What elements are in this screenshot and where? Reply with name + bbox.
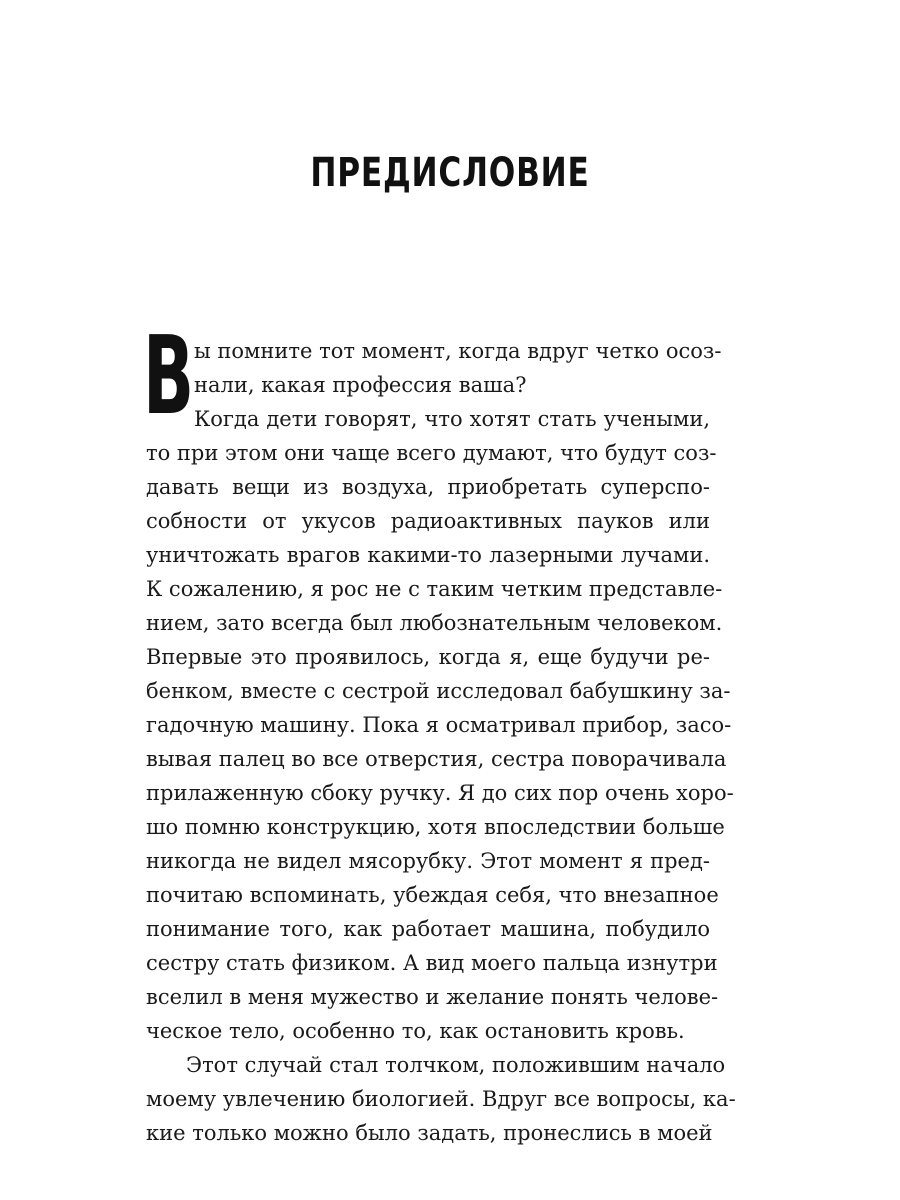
text-line: прилаженную сбоку ручку. Я до сих пор очень хоро-: [146, 781, 734, 805]
text-line: ческое тело, особенно то, как остановить кровь.: [146, 1019, 685, 1043]
text-line: уничтожать врагов какими-то лазерными лучами.: [146, 543, 710, 567]
text-line: бенком, вместе с сестрой исследовал бабушкину за-: [146, 679, 731, 703]
text-line: вселил в меня мужество и желание понять челове-: [146, 985, 719, 1009]
text-line: почитаю вспоминать, убеждая себя, что внезапное: [146, 883, 719, 907]
text-line: кие только можно было задать, пронеслись в моей: [146, 1121, 713, 1145]
text-line: Когда дети говорят, что хотят стать учеными,: [194, 407, 710, 431]
text-line: Этот случай стал толчком, положившим начало: [186, 1053, 726, 1077]
text-line: нием, зато всегда был любознательным человеком.: [146, 611, 723, 635]
text-line: понимание того, как работает машина, побудило: [146, 917, 710, 941]
chapter-title: ПРЕДИСЛОВИЕ: [310, 150, 590, 196]
text-line: Впервые это проявилось, когда я, еще будучи ре-: [146, 645, 710, 669]
text-line: шо помню конструкцию, хотя впоследствии больше: [146, 815, 725, 839]
text-line: К сожалению, я рос не с таким четким представле-: [146, 577, 723, 601]
text-line: вывая палец во все отверстия, сестра поворачивала: [146, 747, 727, 771]
text-line: собности от укусов радиоактивных пауков или: [146, 509, 710, 533]
text-line: нали, какая профессия ваша?: [194, 373, 527, 397]
text-line: моему увлечению биологией. Вдруг все вопросы, ка-: [146, 1087, 736, 1111]
text-line: никогда не видел мясорубку. Этот момент я пред-: [146, 849, 710, 873]
text-line: гадочную машину. Пока я осматривал прибор, засо-: [146, 713, 732, 737]
text-line: то при этом они чаще всего думают, что будут соз-: [146, 441, 717, 465]
text-line: давать вещи из воздуха, приобретать суперспо-: [146, 475, 710, 499]
drop-cap: В: [143, 314, 195, 439]
text-line: ы помните тот момент, когда вдруг четко осоз-: [194, 339, 722, 363]
text-line: сестру стать физиком. А вид моего пальца изнутри: [146, 951, 718, 975]
